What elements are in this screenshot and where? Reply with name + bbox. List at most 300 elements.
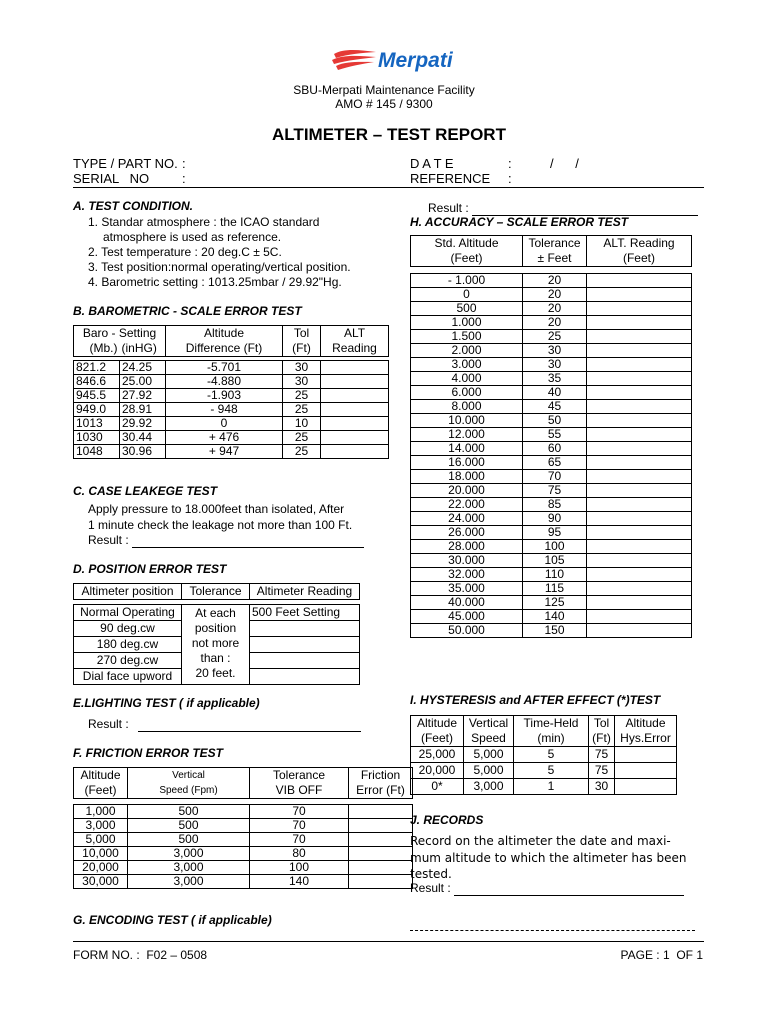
table-row <box>411 568 692 582</box>
table-cell: 28.91 <box>120 403 166 417</box>
i-tol-header-1: Tol <box>589 716 615 732</box>
table-row <box>74 417 389 431</box>
f-alt-header-2: (Feet) <box>74 783 128 799</box>
table-cell: 945.5 <box>74 389 120 403</box>
table-cell: 140 <box>523 610 587 624</box>
table-cell: 110 <box>523 568 587 582</box>
page-title: ALTIMETER – TEST REPORT <box>272 125 506 144</box>
table-cell: 500 <box>128 833 250 847</box>
position-normal: Normal Operating <box>74 605 182 621</box>
reading-cell[interactable] <box>250 653 360 669</box>
table-row <box>411 344 692 358</box>
table-cell: 95 <box>523 526 587 540</box>
table-cell: 3,000 <box>464 779 514 795</box>
table-cell: 1,000 <box>74 805 128 819</box>
table-cell: 35.000 <box>411 582 523 596</box>
table-cell: 1013 <box>74 417 120 431</box>
barometric-header-row-2 <box>74 341 389 357</box>
reference-colon: : <box>508 171 512 186</box>
page-number: PAGE : 1 OF 1 <box>620 948 703 962</box>
f-vs-header-2: Speed (Fpm) <box>128 783 250 799</box>
friction-table <box>73 804 413 889</box>
table-cell: 75 <box>589 747 615 763</box>
entry-cell[interactable] <box>349 805 413 819</box>
table-cell: 29.92 <box>120 417 166 431</box>
section-c-title: C. CASE LEAKEGE TEST <box>73 484 218 498</box>
serial-label: SERIAL NO <box>73 171 150 186</box>
friction-header-table <box>73 767 413 799</box>
table-cell: 60 <box>523 442 587 456</box>
alt-diff-header-2: Difference (Ft) <box>166 341 283 357</box>
table-row <box>411 386 692 400</box>
type-colon: : <box>182 156 186 171</box>
barometric-header-row <box>74 326 389 342</box>
i-alt-header-1: Altitude <box>411 716 464 732</box>
table-row <box>411 624 692 638</box>
table-cell: 30 <box>589 779 615 795</box>
records-line-2: mum altitude to which the altimeter has been <box>410 851 687 865</box>
entry-cell[interactable] <box>587 372 692 386</box>
entry-cell[interactable] <box>587 568 692 582</box>
records-line-3: tested. <box>410 867 452 881</box>
table-cell: 32.000 <box>411 568 523 582</box>
table-cell: 80 <box>250 847 349 861</box>
table-cell: 500 <box>128 819 250 833</box>
leakage-result-label: Result : <box>88 533 129 547</box>
table-cell: 100 <box>523 540 587 554</box>
table-cell: 26.000 <box>411 526 523 540</box>
section-b-title: B. BAROMETRIC - SCALE ERROR TEST <box>73 304 302 318</box>
table-cell: 65 <box>523 456 587 470</box>
table-row <box>411 526 692 540</box>
i-vs-header-1: Vertical <box>464 716 514 732</box>
table-cell: 50.000 <box>411 624 523 638</box>
table-cell: 45.000 <box>411 610 523 624</box>
position-header: Altimeter position <box>74 584 182 600</box>
table-cell: -4.880 <box>166 375 283 389</box>
entry-cell[interactable] <box>321 417 389 431</box>
table-row <box>411 358 692 372</box>
baro-header-inhg: (inHG) <box>120 341 166 357</box>
table-cell: 28.000 <box>411 540 523 554</box>
lighting-result <box>88 717 361 732</box>
table-cell: 25 <box>283 431 321 445</box>
barometric-body <box>74 361 389 459</box>
entry-cell[interactable] <box>587 484 692 498</box>
position-270: 270 deg.cw <box>74 653 182 669</box>
table-cell: + 947 <box>166 445 283 459</box>
table-row <box>411 498 692 512</box>
table-row <box>411 596 692 610</box>
table-cell: 5,000 <box>464 763 514 779</box>
i-th-header-1: Time-Held <box>514 716 589 732</box>
table-cell: 1.500 <box>411 330 523 344</box>
table-cell: 12.000 <box>411 428 523 442</box>
baro-header-mb: (Mb.) <box>74 341 120 357</box>
accuracy-body <box>411 274 692 638</box>
table-cell: -1.903 <box>166 389 283 403</box>
entry-cell[interactable] <box>321 431 389 445</box>
h-std-header-1: Std. Altitude <box>411 236 523 252</box>
table-row <box>411 288 692 302</box>
entry-cell[interactable] <box>587 554 692 568</box>
table-cell: 6.000 <box>411 386 523 400</box>
entry-cell[interactable] <box>587 610 692 624</box>
entry-cell[interactable] <box>587 498 692 512</box>
table-row <box>74 361 389 375</box>
reading-cell[interactable] <box>250 621 360 637</box>
position-90: 90 deg.cw <box>74 621 182 637</box>
entry-cell[interactable] <box>349 833 413 847</box>
h-tol-header-1: Tolerance <box>523 236 587 252</box>
entry-cell[interactable] <box>587 596 692 610</box>
test-condition-1: 1. Standar atmosphere : the ICAO standard <box>88 215 320 229</box>
friction-body <box>74 805 413 889</box>
table-row <box>74 375 389 389</box>
h-alt-header-2: (Feet) <box>587 251 692 267</box>
table-cell: 70 <box>250 833 349 847</box>
entry-cell[interactable] <box>587 582 692 596</box>
lighting-result-label: Result : <box>88 717 129 731</box>
test-condition-3: 3. Test position:normal operating/vertical position. <box>88 260 351 274</box>
entry-cell[interactable] <box>349 819 413 833</box>
reading-header-1: ALT <box>321 326 389 342</box>
table-cell: 30.44 <box>120 431 166 445</box>
entry-cell[interactable] <box>321 445 389 459</box>
i-vs-header-2: Speed <box>464 731 514 747</box>
tol-header-1: Tol <box>283 326 321 342</box>
table-cell: 949.0 <box>74 403 120 417</box>
table-cell: 20 <box>523 316 587 330</box>
entry-cell[interactable] <box>587 414 692 428</box>
table-row <box>74 833 413 847</box>
table-cell: 25 <box>283 389 321 403</box>
section-e-title: E.LIGHTING TEST ( if applicable) <box>73 696 260 710</box>
table-cell: - 1.000 <box>411 274 523 288</box>
position-dial-up: Dial face upword <box>74 669 182 685</box>
table-row <box>74 805 413 819</box>
table-cell: + 476 <box>166 431 283 445</box>
table-row <box>411 747 677 763</box>
entry-cell[interactable] <box>321 375 389 389</box>
table-cell: 5 <box>514 747 589 763</box>
section-d-title: D. POSITION ERROR TEST <box>73 562 227 576</box>
section-a-title: A. TEST CONDITION. <box>73 199 193 213</box>
table-cell: 16.000 <box>411 456 523 470</box>
table-row <box>74 819 413 833</box>
table-row <box>411 763 677 779</box>
table-cell: 20.000 <box>411 484 523 498</box>
table-cell: 27.92 <box>120 389 166 403</box>
table-row <box>411 428 692 442</box>
test-condition-4: 4. Barometric setting : 1013.25mbar / 29.92"Hg. <box>88 275 342 289</box>
table-cell: 150 <box>523 624 587 638</box>
table-row <box>411 316 692 330</box>
table-cell: 1030 <box>74 431 120 445</box>
h-alt-header-1: ALT. Reading <box>587 236 692 252</box>
leakage-line-1: Apply pressure to 18.000feet than isolated, After <box>88 502 345 516</box>
table-cell: 5 <box>514 763 589 779</box>
i-hy-header-1: Altitude <box>615 716 677 732</box>
table-row <box>411 414 692 428</box>
table-row <box>74 861 413 875</box>
table-cell: 55 <box>523 428 587 442</box>
table-cell: 75 <box>589 763 615 779</box>
table-cell: 500 <box>411 302 523 316</box>
lighting-result-field[interactable] <box>138 719 361 732</box>
entry-cell[interactable] <box>349 861 413 875</box>
date-label: D A T E <box>410 156 454 171</box>
table-cell: 20,000 <box>411 763 464 779</box>
merpati-logo <box>330 46 453 78</box>
table-row <box>411 302 692 316</box>
entry-cell[interactable] <box>349 847 413 861</box>
table-cell: 70 <box>250 819 349 833</box>
table-cell: 30 <box>523 344 587 358</box>
table-cell: 25 <box>283 445 321 459</box>
table-cell: 30,000 <box>74 875 128 889</box>
f-fr-header-1: Friction <box>349 768 413 784</box>
section-j-title: J. RECORDS <box>410 813 484 827</box>
position-header-table <box>73 583 360 600</box>
records-result-label: Result : <box>410 881 451 895</box>
table-row <box>74 403 389 417</box>
table-row <box>411 484 692 498</box>
tolerance-header: Tolerance <box>182 584 250 600</box>
table-cell: - 948 <box>166 403 283 417</box>
entry-cell[interactable] <box>587 344 692 358</box>
leakage-result <box>88 533 364 548</box>
table-cell: 105 <box>523 554 587 568</box>
table-cell: -5.701 <box>166 361 283 375</box>
entry-cell[interactable] <box>587 316 692 330</box>
h-result <box>428 201 698 216</box>
reference-label: REFERENCE <box>410 171 491 186</box>
entry-cell[interactable] <box>587 512 692 526</box>
f-alt-header-1: Altitude <box>74 768 128 784</box>
table-cell: 1048 <box>74 445 120 459</box>
table-cell: 115 <box>523 582 587 596</box>
table-cell: 100 <box>250 861 349 875</box>
table-row <box>74 445 389 459</box>
entry-cell[interactable] <box>587 428 692 442</box>
table-cell: 20,000 <box>74 861 128 875</box>
position-table <box>73 604 360 685</box>
accuracy-table <box>410 273 692 638</box>
table-cell: 8.000 <box>411 400 523 414</box>
records-result-field[interactable] <box>454 883 684 896</box>
entry-cell[interactable] <box>615 763 677 779</box>
entry-cell[interactable] <box>587 470 692 484</box>
table-cell: 40 <box>523 386 587 400</box>
brand-name: Merpati <box>378 49 453 72</box>
entry-cell[interactable] <box>587 624 692 638</box>
reading-header-2: Reading <box>321 341 389 357</box>
entry-cell[interactable] <box>587 330 692 344</box>
table-cell: 2.000 <box>411 344 523 358</box>
table-cell: 25,000 <box>411 747 464 763</box>
alt-diff-header-1: Altitude <box>166 326 283 342</box>
table-cell: 30 <box>283 375 321 389</box>
table-cell: 30 <box>523 358 587 372</box>
entry-cell[interactable] <box>587 358 692 372</box>
accuracy-header-table <box>410 235 692 267</box>
reading-setting: 500 Feet Setting <box>250 605 360 621</box>
table-cell: 30 <box>283 361 321 375</box>
f-fr-header-2: Error (Ft) <box>349 783 413 799</box>
date-colon: : <box>508 156 512 171</box>
f-tol-header-2: VIB OFF <box>250 783 349 799</box>
entry-cell[interactable] <box>587 386 692 400</box>
form-number: FORM NO. : F02 – 0508 <box>73 948 208 962</box>
table-cell: 1.000 <box>411 316 523 330</box>
table-cell: 5,000 <box>464 747 514 763</box>
table-row <box>411 274 692 288</box>
hysteresis-body <box>411 747 677 795</box>
entry-cell[interactable] <box>587 302 692 316</box>
f-vs-header-1: Vertical <box>128 768 250 784</box>
table-cell: 3,000 <box>128 861 250 875</box>
entry-cell[interactable] <box>321 389 389 403</box>
table-cell: 20 <box>523 274 587 288</box>
serial-colon: : <box>182 171 186 186</box>
table-row <box>411 456 692 470</box>
facility-name: SBU-Merpati Maintenance Facility <box>293 83 475 97</box>
table-cell: 18.000 <box>411 470 523 484</box>
table-cell: 25 <box>523 330 587 344</box>
table-cell: 24.25 <box>120 361 166 375</box>
table-row <box>411 779 677 795</box>
tol-header-2: (Ft) <box>283 341 321 357</box>
amo-number: AMO # 145 / 9300 <box>335 97 433 111</box>
section-i-title: I. HYSTERESIS and AFTER EFFECT (*)TEST <box>410 693 661 707</box>
table-row <box>411 610 692 624</box>
header-divider <box>73 187 704 188</box>
table-cell: 3,000 <box>128 875 250 889</box>
hysteresis-table <box>410 715 677 795</box>
table-cell: 75 <box>523 484 587 498</box>
records-result <box>410 881 684 896</box>
table-row <box>74 847 413 861</box>
table-row <box>411 330 692 344</box>
table-cell: 0 <box>411 288 523 302</box>
test-condition-2: 2. Test temperature : 20 deg.C ± 5C. <box>88 245 282 259</box>
table-cell: 0 <box>166 417 283 431</box>
table-cell: 14.000 <box>411 442 523 456</box>
table-cell: 10.000 <box>411 414 523 428</box>
table-cell: 821.2 <box>74 361 120 375</box>
table-row <box>411 442 692 456</box>
table-cell: 125 <box>523 596 587 610</box>
entry-cell[interactable] <box>615 747 677 763</box>
leakage-line-2: 1 minute check the leakage not more than 100 Ft. <box>88 518 353 532</box>
table-cell: 70 <box>250 805 349 819</box>
table-cell: 25.00 <box>120 375 166 389</box>
entry-cell[interactable] <box>587 456 692 470</box>
section-h-title: H. ACCURACY – SCALE ERROR TEST <box>410 215 629 229</box>
h-std-header-2: (Feet) <box>411 251 523 267</box>
table-cell: 140 <box>250 875 349 889</box>
entry-cell[interactable] <box>587 400 692 414</box>
entry-cell[interactable] <box>349 875 413 889</box>
table-row <box>411 554 692 568</box>
i-alt-header-2: (Feet) <box>411 731 464 747</box>
table-cell: 90 <box>523 512 587 526</box>
table-cell: 40.000 <box>411 596 523 610</box>
table-cell: 3,000 <box>128 847 250 861</box>
table-cell: 500 <box>128 805 250 819</box>
table-row <box>411 470 692 484</box>
section-g-title: G. ENCODING TEST ( if applicable) <box>73 913 272 927</box>
merpati-bird-icon <box>330 46 378 76</box>
reading-cell[interactable] <box>250 669 360 685</box>
table-cell: 35 <box>523 372 587 386</box>
baro-header-1: Baro - Setting <box>74 326 166 342</box>
table-cell: 0* <box>411 779 464 795</box>
i-hy-header-2: Hys.Error <box>615 731 677 747</box>
entry-cell[interactable] <box>321 361 389 375</box>
entry-cell[interactable] <box>587 540 692 554</box>
table-cell: 10,000 <box>74 847 128 861</box>
table-row <box>411 540 692 554</box>
entry-cell[interactable] <box>615 779 677 795</box>
table-cell: 1 <box>514 779 589 795</box>
table-row <box>74 389 389 403</box>
table-cell: 25 <box>283 403 321 417</box>
reading-header: Altimeter Reading <box>250 584 360 600</box>
table-cell: 4.000 <box>411 372 523 386</box>
table-row <box>411 400 692 414</box>
date-slashes: / / <box>550 156 579 171</box>
f-tol-header-1: Tolerance <box>250 768 349 784</box>
position-180: 180 deg.cw <box>74 637 182 653</box>
table-cell: 20 <box>523 302 587 316</box>
position-tolerance-cell: At each position not more than : 20 feet. <box>182 605 250 685</box>
section-f-title: F. FRICTION ERROR TEST <box>73 746 223 760</box>
leakage-result-field[interactable] <box>132 535 364 548</box>
table-cell: 24.000 <box>411 512 523 526</box>
entry-cell[interactable] <box>587 288 692 302</box>
h-result-label: Result : <box>428 201 469 215</box>
records-dashed-line[interactable] <box>410 930 695 931</box>
table-row <box>74 875 413 889</box>
table-cell: 846.6 <box>74 375 120 389</box>
table-cell: 22.000 <box>411 498 523 512</box>
entry-cell[interactable] <box>587 274 692 288</box>
entry-cell[interactable] <box>587 526 692 540</box>
entry-cell[interactable] <box>587 442 692 456</box>
table-row <box>411 582 692 596</box>
table-cell: 20 <box>523 288 587 302</box>
table-row <box>411 512 692 526</box>
i-tol-header-2: (Ft) <box>589 731 615 747</box>
table-cell: 50 <box>523 414 587 428</box>
entry-cell[interactable] <box>321 403 389 417</box>
type-label: TYPE / PART NO. <box>73 156 178 171</box>
table-cell: 70 <box>523 470 587 484</box>
i-th-header-2: (min) <box>514 731 589 747</box>
table-cell: 5,000 <box>74 833 128 847</box>
table-row <box>74 431 389 445</box>
table-cell: 30.000 <box>411 554 523 568</box>
reading-cell[interactable] <box>250 637 360 653</box>
records-line-1: Record on the altimeter the date and maxi- <box>410 834 671 848</box>
table-cell: 30.96 <box>120 445 166 459</box>
table-cell: 10 <box>283 417 321 431</box>
footer-divider <box>73 941 704 942</box>
table-cell: 3.000 <box>411 358 523 372</box>
h-tol-header-2: ± Feet <box>523 251 587 267</box>
